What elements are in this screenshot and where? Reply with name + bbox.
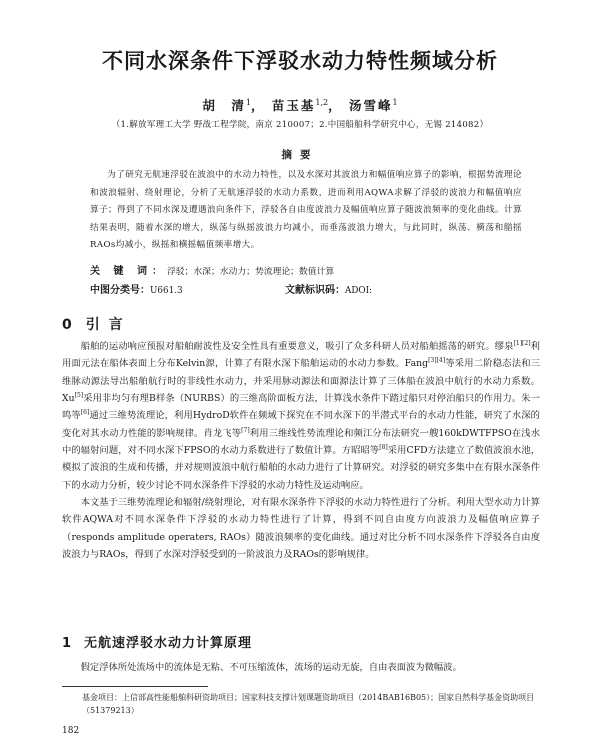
- section-heading-principle: [62, 632, 252, 651]
- paragraph-text: 采用CFD方法建立了数值波浪水池，模拟了波浪的生成和传播，并对规则波浪中航行船舶的水动力进行了计算研究。对浮驳的研究多集中在有限水深条件下的水动力分析，较少讨论不同水深条件下浮驳的水动力特性及运动响应。: [62, 445, 540, 491]
- paragraph-text: 等采用二阶稳态法和三维脉动源法导出船舶航行时的非线性水动力，并采用脉动源法和面源法计算了三体船在波浪中航行的水动力系数。Xu: [62, 358, 540, 405]
- class-number-value: U661.3: [150, 286, 183, 296]
- intro-body: [62, 338, 540, 563]
- keywords-line: [90, 262, 530, 277]
- body-paragraph: [62, 494, 540, 563]
- paragraph-text: 采用非均匀有理B样条（NURBS）的三维高阶面板方法，计算浅水条件下踏过船只对停泊船只的作用力。朱一鸣等: [62, 393, 540, 422]
- keywords-label: 关 键 词：: [90, 266, 167, 277]
- section-number: 0: [62, 317, 74, 333]
- class-number-group: [90, 281, 285, 296]
- paragraph-text: 利用三维线性势流理论和频江分布法研究一艘160kDWTFPSO在浅水中的辐射问题，对不同水深下FPSO的水动力系数进行了数值计算。方昭昭等: [62, 427, 540, 457]
- paper-title: 不同水深条件下浮驳水动力特性频域分析: [102, 49, 498, 73]
- footnote-rule: [62, 686, 208, 687]
- doc-code-group: [285, 281, 372, 296]
- author-name: 汤雪峰: [349, 98, 393, 113]
- section-number: 1: [62, 636, 73, 651]
- author-affil-mark: 1: [245, 97, 251, 107]
- author-affil-mark: 1: [392, 97, 398, 107]
- body-paragraph: [62, 338, 540, 494]
- doc-code-value: ADOI:: [345, 286, 373, 296]
- citation-ref: [6]: [80, 409, 90, 417]
- paragraph-text: 利用面元法在船体表面上分布Kelvin源，计算了有限水深下船舶运动的水动力参数。Fang: [62, 341, 540, 370]
- affiliation: （1.解放军理工大学 野战工程学院，南京 210007；2.中国船舶科学研究中心，无锡 214082）: [111, 120, 489, 130]
- abstract-heading: 摘要: [281, 149, 319, 161]
- paragraph-text: 通过三维势流理论，利用HydroD软件在频域下探究在不同水深下的半潜式平台的水动力性能，研究了水深的变化对其水动力性能的影响规律。肖龙飞等: [62, 410, 540, 439]
- paragraph-text: 本文基于三维势流理论和辐射/绕射理论，对有限水深条件下浮驳的水动力特性进行了分析。利用大型水动力计算软件AQWA对不同水深条件下浮驳的水动力特性进行了计算，得到不同自由度方向波浪力及幅值响应算子（responds amplitude operaters, RAOs）随波浪频率的变化曲线。通过对比分析不同水深条件下浮驳各自由度波浪力与RAOs，得到了水深对浮驳受到的一阶波浪力及RAOs的影响规律。: [62, 497, 540, 561]
- citation-ref: [7]: [241, 426, 250, 434]
- funding-footnote: 基金项目：上信部高性能船舶科研资助项目；国家科技支撑计划课题资助项目（2014BAB16B05）；国家自然科学基金资助项目（51379213）: [82, 693, 535, 715]
- citation-ref: [8]: [379, 443, 388, 451]
- section1-paragraph: 假定浮体所处流场中的流体是无粘、不可压缩流体，流场的运动无旋，自由表面波为微幅波。: [80, 662, 462, 673]
- class-number-label: 中图分类号：: [90, 285, 150, 296]
- author-name: 胡 清: [202, 98, 246, 113]
- doc-code-label: 文献标识码：: [285, 285, 345, 296]
- keywords-value: 浮驳；水深；水动力；势流理论；数值计算: [166, 267, 335, 277]
- page-number: 182: [62, 726, 80, 736]
- author-line: [0, 96, 600, 114]
- citation-ref: [5]: [74, 391, 84, 399]
- paragraph-text: 船舶的运动响应预报对船舶耐波性及安全性具有重要意义，吸引了众多科研人员对船舶摇荡的研究。缪泉: [80, 341, 514, 352]
- author-affil-mark: 1,2: [315, 97, 329, 107]
- abstract-text: 为了研究无航速浮驳在波浪中的水动力特性，以及水深对其波浪力和幅值响应算子的影响，根据势流理论和波浪辐射、绕射理论，分析了无航速浮驳的水动力系数，进而利用AQWA求解了浮驳的波浪力和幅值响应算子；得到了不同水深及遭遇浪向条件下，浮驳各自由度波浪力及幅值响应算子随波浪频率的变化曲线。计算结果表明，随着水深的增大，纵荡与纵摇波浪力均减小，而垂荡波浪力增大，与此同时，纵荡、横荡和艏摇RAOs均减小，纵摇和横摇幅值频率增大。: [90, 170, 522, 251]
- classification-line: [90, 281, 530, 296]
- author-sep: ，: [251, 98, 266, 113]
- citation-ref: [1][2]: [513, 339, 531, 347]
- section-title: 无航速浮驳水动力计算原理: [84, 636, 253, 651]
- author-sep: ，: [328, 98, 343, 113]
- section-heading-intro: [62, 314, 125, 334]
- section-title: 引 言: [85, 317, 125, 333]
- citation-ref: [3][4]: [428, 357, 446, 365]
- author-name: 苗玉基: [271, 98, 316, 113]
